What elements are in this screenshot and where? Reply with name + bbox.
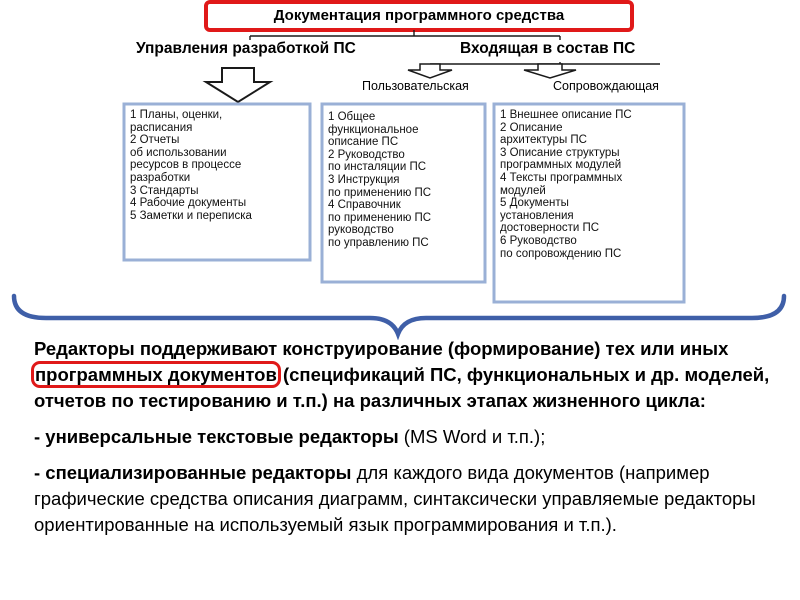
diagram-title: Документация программного средства [273,7,565,24]
list-line: 4 Справочник [328,199,401,212]
subbranch-user: Пользовательская [362,79,469,93]
list-line: 4 Тексты программных [500,171,623,184]
list-line: 5 Документы [500,197,569,210]
list-line: по управлению ПС [328,236,429,249]
list-line: 6 Руководство [500,234,577,247]
subbranch-support: Сопровождающая [553,79,659,93]
list-line: программных модулей [500,159,622,172]
list-line: 3 Описание структуры [500,146,620,159]
list-line: по сопровождению ПС [500,247,622,260]
highlighted-program-documents: программных документов [35,364,277,385]
list-line: по инсталяции ПС [328,161,427,174]
management-docs-list [130,109,308,222]
list-line: описание ПС [328,136,399,149]
list-line: ресурсов в процессе [130,159,242,172]
list-line: 3 Инструкция [328,173,400,186]
arrow-user [408,64,452,78]
specialized-editors-label: - специализированные редакторы [34,462,352,483]
list-line: разработки [130,171,191,184]
list-line: расписания [130,121,193,134]
paragraph-specialized-editors [34,460,794,538]
arrow-left [206,68,270,102]
list-line: руководство [328,224,394,237]
paragraph-editors [34,336,794,414]
branch-included: Входящая в состав ПС [460,40,636,57]
list-line: архитектуры ПС [500,134,587,147]
arrow-support [524,64,576,78]
list-line: 1 Общее [328,111,376,123]
list-line: 5 Заметки и переписка [130,209,252,222]
list-line: 1 Планы, оценки, [130,109,223,121]
list-line: достоверности ПС [500,222,600,235]
universal-editors-desc: (MS Word и т.п.); [398,426,546,447]
list-line: 1 Внешнее описание ПС [500,109,632,121]
list-line: по применению ПС [328,211,432,224]
branch-management: Управления разработкой ПС [136,40,356,57]
body-text [34,336,794,538]
list-line: 2 Отчеты [130,134,180,147]
list-line: 3 Стандарты [130,184,199,197]
universal-editors-label: - универсальные текстовые редакторы [34,426,399,447]
specialized-editors-desc: для каждого вида документов (например графические средства описания диаграмм, синтаксически управляемые редакторы ориентированные на используемый язык программирования и т.п.). [34,462,756,535]
list-line: функциональное [328,123,419,136]
list-line: по применению ПС [328,186,432,199]
list-line: модулей [500,184,546,197]
list-line: 2 Описание [500,121,563,134]
paragraph-universal-editors [34,424,794,450]
list-line: 4 Рабочие документы [130,197,247,210]
list-line: установления [500,209,574,222]
list-line: 2 Руководство [328,148,405,161]
user-docs-list [328,111,484,250]
list-line: об использовании [130,146,227,159]
paragraph-editors-start: Редакторы поддерживают конструирование (формирование) тех или иных [34,338,729,359]
support-docs-list [500,109,682,260]
paragraph-editors-end: (спецификаций ПС, функциональных и др. моделей, отчетов по тестированию и т.п.) на различных этапах жизненного цикла: [34,364,770,411]
